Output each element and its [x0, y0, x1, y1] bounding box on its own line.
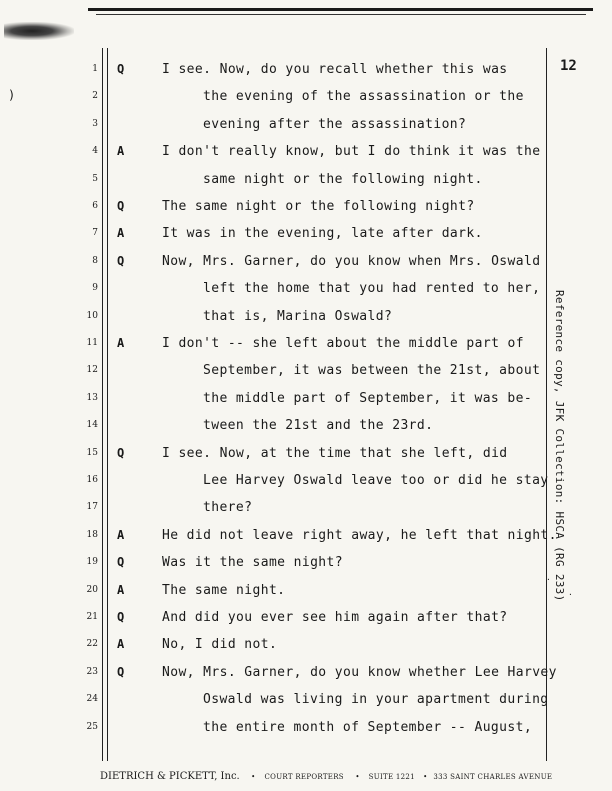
transcript-line: He did not leave right away, he left that night. — [162, 527, 557, 543]
speaker-label: Q — [117, 664, 125, 679]
footer-address: 333 SAINT CHARLES AVENUE — [433, 773, 553, 781]
footer-separator: • — [355, 773, 360, 781]
transcript-line: the entire month of September -- August, — [203, 719, 533, 735]
transcript-line: that is, Marina Oswald? — [203, 308, 393, 324]
transcript-line: September, it was between the 21st, about — [203, 363, 541, 379]
speaker-label: A — [117, 637, 125, 652]
scan-smudge — [4, 22, 74, 40]
speaker-label: Q — [117, 445, 125, 460]
line-number: 18 — [86, 529, 98, 540]
transcript-line: Now, Mrs. Garner, do you know whether Lee Harvey — [162, 664, 557, 680]
line-number: 14 — [86, 420, 98, 431]
line-number: 1 — [92, 64, 98, 74]
transcript-line: Now, Mrs. Garner, do you know when Mrs. Oswald — [162, 253, 541, 269]
transcript-line: The same night or the following night? — [162, 199, 475, 214]
transcript-line: tween the 21st and the 23rd. — [203, 418, 434, 434]
transcript-line: Oswald was living in your apartment during — [203, 692, 549, 708]
margin-mark: ) — [8, 88, 16, 102]
speaker-label: Q — [117, 62, 125, 76]
transcript-line: left the home that you had rented to her, — [203, 281, 541, 297]
line-number: 2 — [92, 91, 98, 102]
top-border-rule-inner — [96, 14, 586, 15]
page-number: 12 — [560, 58, 577, 74]
line-number: 17 — [86, 502, 98, 513]
transcript-line: I don't -- she left about the middle part of — [162, 336, 524, 351]
transcript-line: the middle part of September, it was be- — [203, 390, 533, 406]
transcript-line: Lee Harvey Oswald leave too or did he stay — [203, 473, 549, 488]
line-number: 7 — [92, 228, 98, 239]
line-number: 10 — [86, 310, 98, 321]
transcript-line: evening after the assassination? — [203, 116, 467, 132]
transcript-line: I see. Now, do you recall whether this was — [162, 62, 508, 77]
line-number: 6 — [92, 201, 98, 211]
scan-speck: · — [546, 575, 551, 584]
line-number: 19 — [86, 557, 98, 568]
line-number: 3 — [92, 118, 98, 129]
footer: DIETRICH & PICKETT, Inc. • COURT REPORTERS • SUITE 1221 • 333 SAINT CHARLES AVENUE — [100, 771, 553, 782]
transcript-line: And did you ever see him again after that? — [162, 610, 508, 625]
footer-separator: • — [251, 773, 256, 781]
speaker-label: Q — [117, 199, 125, 213]
speaker-label: A — [117, 144, 125, 159]
line-number: 24 — [86, 694, 98, 705]
right-margin-rule — [546, 48, 547, 761]
line-number: 5 — [92, 173, 98, 184]
line-number: 13 — [86, 392, 98, 403]
scan-speck: · — [568, 590, 573, 599]
speaker-label: A — [117, 527, 125, 542]
line-number: 22 — [86, 639, 98, 650]
line-number: 21 — [86, 612, 98, 622]
footer-role: COURT REPORTERS — [264, 773, 344, 781]
footer-suite: SUITE 1221 — [368, 773, 415, 781]
line-number: 12 — [86, 365, 98, 376]
transcript-line: It was in the evening, late after dark. — [162, 226, 483, 242]
transcript-line: same night or the following night. — [203, 171, 483, 187]
speaker-label: A — [117, 226, 125, 241]
speaker-label: A — [117, 336, 125, 350]
reference-copy-stamp: Reference copy, JFK Collection: HSCA (RG 233) — [553, 290, 566, 602]
line-number: 8 — [92, 255, 98, 266]
transcript-line: the evening of the assassination or the — [203, 89, 524, 105]
speaker-label: A — [117, 582, 125, 597]
transcript-line: I see. Now, at the time that she left, did — [162, 445, 508, 461]
line-number: 23 — [86, 666, 98, 677]
footer-firm: DIETRICH & PICKETT, Inc. — [100, 771, 240, 782]
line-number: 9 — [92, 283, 98, 294]
top-border-rule — [88, 8, 593, 11]
line-number: 11 — [86, 338, 98, 348]
transcript-line: No, I did not. — [162, 637, 278, 653]
speaker-label: Q — [117, 253, 125, 268]
transcript-line: I don't really know, but I do think it was the — [162, 144, 541, 160]
line-number: 15 — [86, 447, 98, 458]
speaker-label: Q — [117, 610, 125, 624]
line-number: 25 — [86, 721, 98, 732]
line-number: 20 — [86, 584, 98, 595]
speaker-label: Q — [117, 555, 125, 570]
left-margin-rule — [102, 48, 103, 761]
left-margin-rule-inner — [107, 48, 108, 761]
transcript-line: The same night. — [162, 582, 286, 598]
transcript-line: Was it the same night? — [162, 555, 343, 571]
transcript-line: there? — [203, 500, 253, 516]
line-number: 16 — [86, 475, 98, 485]
line-number: 4 — [92, 146, 98, 157]
